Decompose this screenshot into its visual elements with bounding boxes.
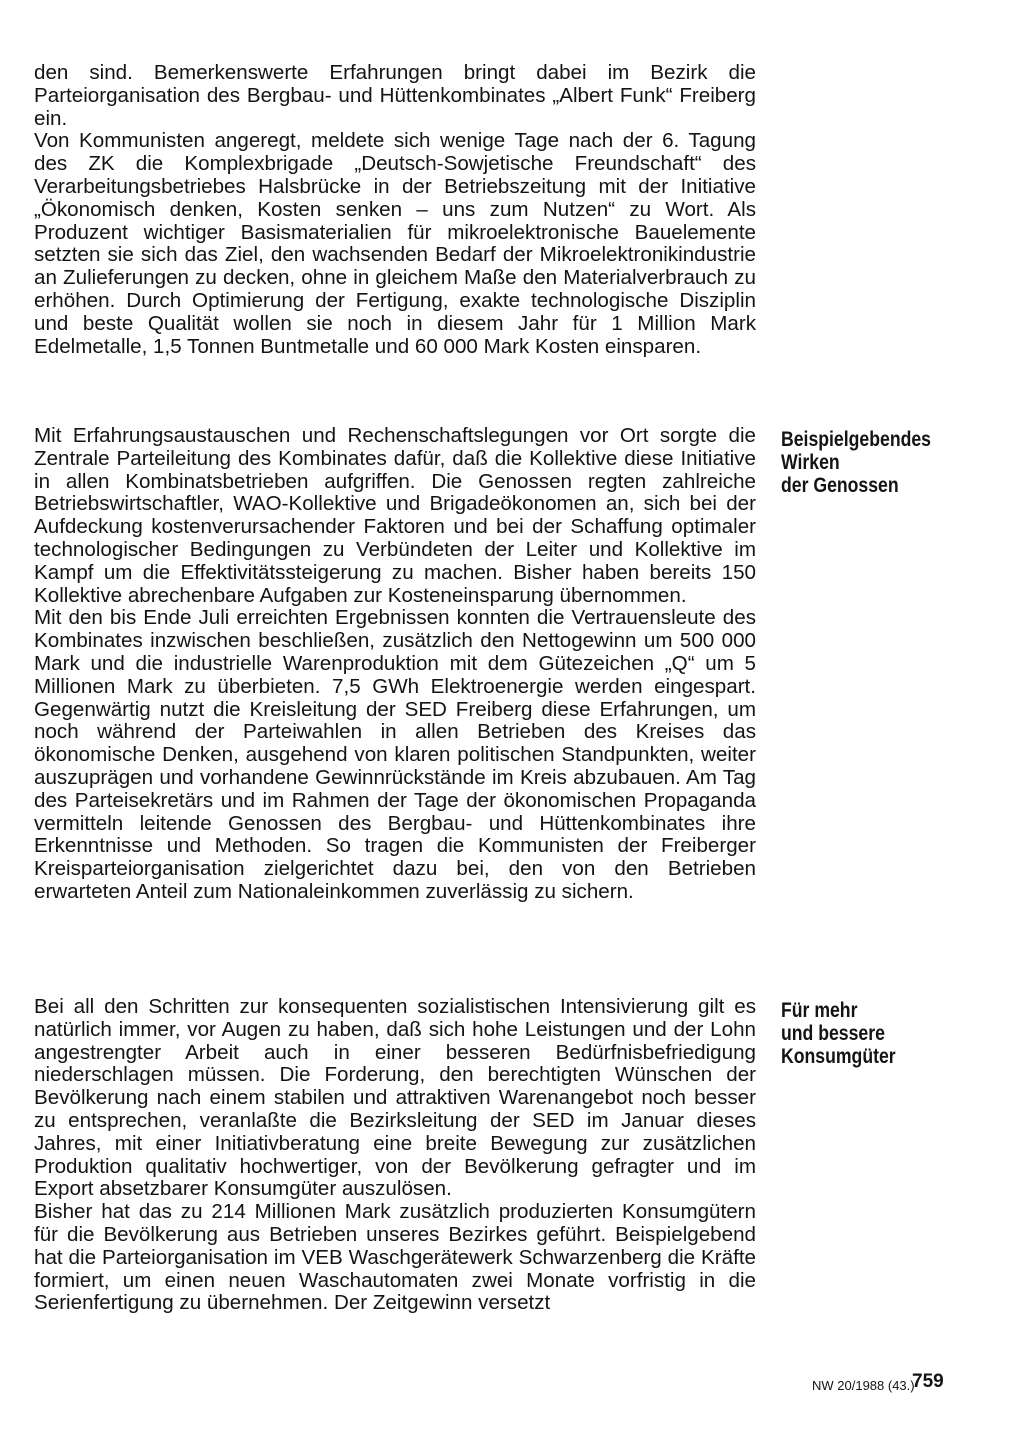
margin-heading-line: Für mehr [781, 999, 858, 1022]
page-number: 759 [912, 1371, 944, 1392]
paragraph: Mit den bis Ende Juli erreichten Ergebnissen konnten die Vertrauensleute des Kombinates inzwischen beschließen, zusätzlich den Nettogewinn um 500 000 Mark und die industrielle Warenproduktion mit dem Gütezeichen „Q“ um 5 Millionen Mark zu überbieten. 7,5 GWh Elektroenergie werden eingespart. Gegenwärtig nutzt die Kreisleitung der SED Freiberg diese Erfahrungen, um noch während der Parteiwahlen in allen Betrieben des Kreises das ökonomische Denken, ausgehend von klaren politischen Standpunkten, weiter auszuprägen und vorhandene Gewinnrückstände im Kreis abzubauen. Am Tag des Parteisekretärs und im Rahmen der Tage der ökonomischen Propaganda vermitteln leitende Genossen des Bergbau- und Hüttenkombinates ihre Erkenntnisse und Methoden. So tragen die Kommunisten der Freiberger Kreisparteiorganisation zielgerichtet dazu bei, den von den Betrieben erwarteten Anteil zum Nationaleinkommen zuverlässig zu sichern. [34, 606, 756, 903]
paragraph: Bisher hat das zu 214 Millionen Mark zusätzlich produzierten Konsumgütern für die Bevölkerung aus Betrieben unseres Bezirkes geführt. Beispielgebend hat die Parteiorganisation im VEB Waschgerätewerk Schwarzenberg die Kräfte formiert, um einen neuen Waschautomaten zwei Monate vorfristig in die Serienfertigung zu übernehmen. Der Zeitgewinn versetzt [34, 1200, 756, 1315]
margin-heading-line: und bessere [781, 1022, 885, 1045]
issue-reference: NW 20/1988 (43.) [812, 1378, 915, 1393]
paragraph: Von Kommunisten angeregt, meldete sich wenige Tage nach der 6. Tagung des ZK die Komplexbrigade „Deutsch-Sowjetische Freundschaft“ des Verarbeitungsbetriebes Halsbrücke in der Betriebszeitung mit der Initiative „Ökonomisch denken, Kosten senken – uns zum Nutzen“ zu Wort. Als Produzent wichtiger Basismaterialien für mikroelektronische Bauelemente setzten sie sich das Ziel, den wachsenden Bedarf der Mikroelektronikindustrie an Zulieferungen zu decken, ohne in gleichem Maße den Materialverbrauch zu erhöhen. Durch Optimierung der Fertigung, exakte technologische Disziplin und beste Qualität wollen sie noch in diesem Jahr für 1 Million Mark Edelmetalle, 1,5 Tonnen Buntmetalle und 60 000 Mark Kosten einsparen. [34, 129, 756, 358]
margin-heading-line: Beispielgebendes [781, 428, 931, 451]
paragraph: den sind. Bemerkenswerte Erfahrungen bringt dabei im Bezirk die Parteiorganisation des Bergbau- und Hüttenkombinates „Albert Funk“ Freiberg ein. [34, 61, 756, 130]
section-beispielgebendes-wirken [34, 425, 756, 904]
section-konsumgueter [34, 996, 756, 1315]
section-intro [34, 62, 756, 358]
margin-heading-line: der Genossen [781, 474, 899, 497]
paragraph: Mit Erfahrungsaustauschen und Rechenschaftslegungen vor Ort sorgte die Zentrale Parteileitung des Kombinates dafür, daß die Kollektive diese Initiative in allen Kombinatsbetrieben aufgriffen. Die Genossen regten zahlreiche Betriebswirtschaftler, WAO-Kollektive und Brigadeökonomen an, sich bei der Aufdeckung kostenverursachender Faktoren und bei der Schaffung optimaler technologischer Bedingungen zu Verbündeten der Leiter und Kollektive im Kampf um die Effektivitätssteigerung zu machen. Bisher haben bereits 150 Kollektive abrechenbare Aufgaben zur Kosteneinsparung übernommen. [34, 424, 756, 607]
paragraph: Bei all den Schritten zur konsequenten sozialistischen Intensivierung gilt es natürlich immer, vor Augen zu haben, daß sich hohe Leistungen und der Lohn angestrengter Arbeit auch in einer besseren Bedürfnisbefriedigung niederschlagen müssen. Die Forderung, den berechtigten Wünschen der Bevölkerung nach einem stabilen und attraktiven Warenangebot noch besser zu entsprechen, veranlaßte die Bezirksleitung der SED im Januar dieses Jahres, mit einer Initiativberatung eine breite Bewegung zur zusätzlichen Produktion qualitativ hochwertiger, von der Bevölkerung gefragter und im Export absetzbarer Konsumgüter auszulösen. [34, 995, 756, 1201]
margin-heading-line: Wirken [781, 451, 840, 474]
margin-heading-konsumgueter [781, 999, 974, 1068]
margin-heading-line: Konsumgüter [781, 1045, 896, 1068]
margin-heading-beispielgebendes-wirken [781, 428, 974, 497]
